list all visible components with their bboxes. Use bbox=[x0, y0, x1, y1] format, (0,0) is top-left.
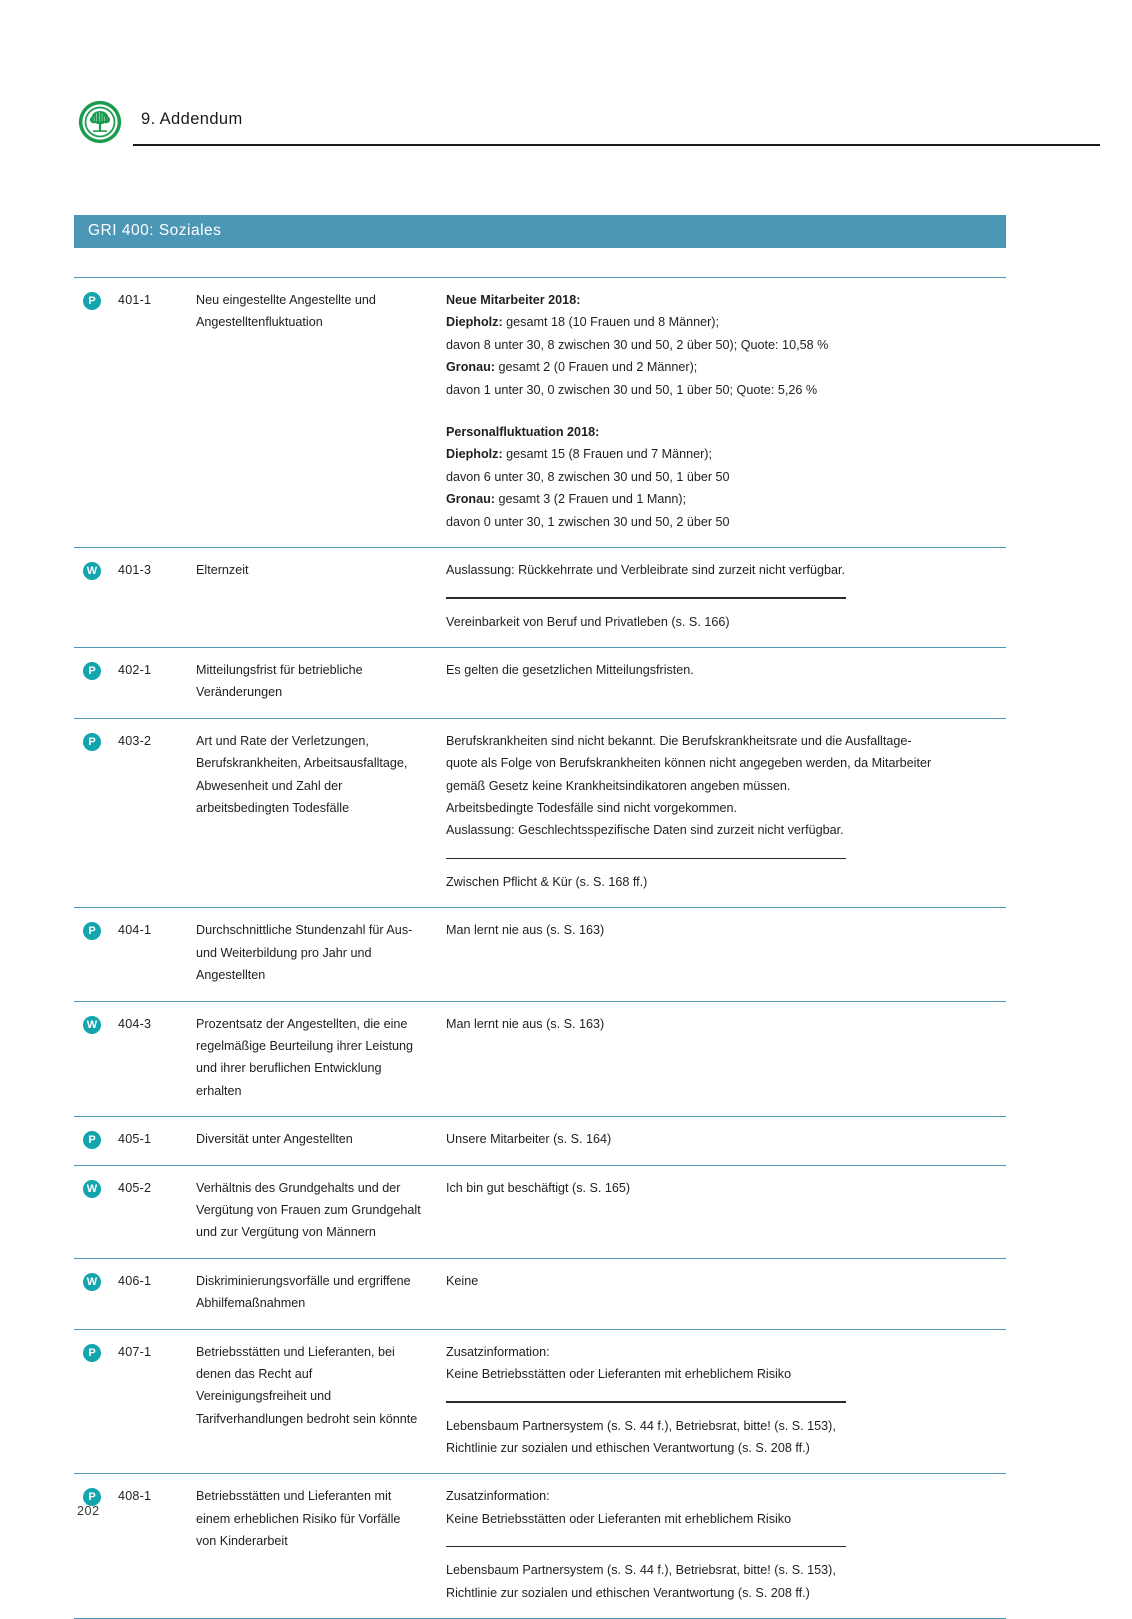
content-line-text: Man lernt nie aus (s. S. 163) bbox=[446, 923, 605, 938]
wahl-badge-icon: W bbox=[83, 1273, 101, 1291]
content-line-text: Arbeitsbedingte Todesfälle sind nicht vorgekommen. bbox=[446, 801, 737, 815]
disclosure-code-cell bbox=[118, 278, 196, 548]
chapter-title: 9. Addendum bbox=[141, 110, 243, 128]
content-line bbox=[446, 919, 1006, 941]
disclosure-code: 408-1 bbox=[118, 1489, 152, 1504]
content-line-text: Auslassung: Geschlechtsspezifische Daten sind zurzeit nicht verfügbar. bbox=[446, 823, 844, 838]
disclosure-type-cell bbox=[74, 278, 118, 548]
content-line bbox=[446, 1485, 1006, 1507]
content-line-text: Man lernt nie aus (s. S. 163) bbox=[446, 1016, 605, 1031]
disclosure-content-cell bbox=[446, 548, 1006, 648]
content-line-text: Richtlinie zur sozialen und ethischen Verantwortung (s. S. 208 ff.) bbox=[446, 1585, 810, 1600]
content-line-text: davon 1 unter 30, 0 zwischen 30 und 50, 1 über 50; Quote: 5,26 % bbox=[446, 382, 818, 397]
disclosure-code: 404-1 bbox=[118, 923, 152, 938]
content-line bbox=[446, 775, 1006, 797]
wahl-badge-icon: W bbox=[83, 1180, 101, 1198]
disclosure-title-cell: Art und Rate der Verletzungen, Berufskrankheiten, Arbeitsausfalltage, Abwesenheit und Zahl der arbeitsbedingten Todesfälle bbox=[196, 733, 408, 815]
disclosure-title-cell: Durchschnittliche Stundenzahl für Aus- und Weiterbildung pro Jahr und Angestellten bbox=[196, 923, 413, 983]
content-line bbox=[446, 752, 1006, 774]
disclosure-code: 402-1 bbox=[118, 662, 152, 677]
disclosure-type-cell bbox=[74, 647, 118, 718]
content-line bbox=[446, 466, 1006, 488]
content-line-text: Zusatzinformation: bbox=[446, 1344, 550, 1359]
disclosure-code: 405-1 bbox=[118, 1132, 152, 1147]
content-line bbox=[446, 1437, 1006, 1459]
content-line bbox=[446, 1270, 1006, 1292]
content-line-text: Keine bbox=[446, 1273, 479, 1288]
disclosure-title-cell: Prozentsatz der Angestellten, die eine regelmäßige Beurteilung ihrer Leistung und ihrer beruflichen Entwicklung erhalten bbox=[196, 1016, 414, 1098]
pflicht-badge-icon: P bbox=[83, 733, 101, 751]
content-line bbox=[446, 1128, 1006, 1150]
disclosure-code-cell bbox=[118, 1474, 196, 1619]
content-line-text: quote als Folge von Berufskrankheiten können nicht angegeben werden, da Mitarbeiter bbox=[446, 756, 932, 771]
content-line bbox=[446, 659, 1006, 681]
content-line-text: gesamt 18 (10 Frauen und 8 Männer); bbox=[502, 315, 719, 330]
content-line bbox=[446, 511, 1006, 533]
content-line bbox=[446, 1013, 1006, 1035]
table-row bbox=[74, 1165, 1006, 1258]
gri-disclosure-table bbox=[74, 277, 1006, 1619]
disclosure-code-cell bbox=[118, 647, 196, 718]
disclosure-type-cell bbox=[74, 1117, 118, 1165]
disclosure-code: 401-3 bbox=[118, 563, 152, 578]
disclosure-content-cell bbox=[446, 718, 1006, 908]
disclosure-code-cell bbox=[118, 1001, 196, 1117]
disclosure-type-cell bbox=[74, 1258, 118, 1329]
disclosure-type-cell bbox=[74, 908, 118, 1001]
content-line-text: Lebensbaum Partnersystem (s. S. 44 f.), Betriebsrat, bitte! (s. S. 153), bbox=[446, 1418, 836, 1433]
table-row bbox=[74, 1117, 1006, 1165]
lebensbaum-logo-icon bbox=[78, 100, 122, 144]
disclosure-title-cell: Betriebsstätten und Lieferanten, bei denen das Recht auf Vereinigungsfreiheit und Tarifverhandlungen bedroht sein könnte bbox=[196, 1344, 418, 1426]
content-line bbox=[446, 1363, 1006, 1385]
table-row bbox=[74, 647, 1006, 718]
content-line-emphasis: Neue Mitarbeiter 2018: bbox=[446, 293, 581, 307]
header-rule bbox=[133, 144, 1100, 146]
disclosure-title-cell: Betriebsstätten und Lieferanten mit einem erheblichen Risiko für Vorfälle von Kinderarbeit bbox=[196, 1489, 401, 1549]
disclosure-content-cell bbox=[446, 1001, 1006, 1117]
disclosure-code: 407-1 bbox=[118, 1344, 152, 1359]
disclosure-code-cell bbox=[118, 908, 196, 1001]
content-line bbox=[446, 611, 1006, 633]
content-line-text: Keine Betriebsstätten oder Lieferanten mit erheblichem Risiko bbox=[446, 1511, 792, 1526]
content-line bbox=[446, 1177, 1006, 1199]
table-row bbox=[74, 1329, 1006, 1474]
disclosure-title-cell: Neu eingestellte Angestellte und Angestelltenfluktuation bbox=[196, 293, 376, 330]
table-row bbox=[74, 718, 1006, 908]
content-line bbox=[446, 559, 1006, 581]
disclosure-type-cell bbox=[74, 1329, 118, 1474]
content-line-text: Ich bin gut beschäftigt (s. S. 165) bbox=[446, 1180, 631, 1195]
content-line-text: Zwischen Pflicht & Kür (s. S. 168 ff.) bbox=[446, 874, 648, 889]
content-line bbox=[446, 730, 1006, 752]
disclosure-code-cell bbox=[118, 1329, 196, 1474]
content-line-text: gesamt 2 (0 Frauen und 2 Männer); bbox=[494, 360, 698, 375]
content-line bbox=[446, 289, 1006, 311]
disclosure-type-cell bbox=[74, 718, 118, 908]
content-line-text: Zusatzinformation: bbox=[446, 1489, 550, 1504]
content-line bbox=[446, 1559, 1006, 1581]
content-line-text: davon 6 unter 30, 8 zwischen 30 und 50, 1 über 50 bbox=[446, 469, 730, 484]
disclosure-type-cell bbox=[74, 1474, 118, 1619]
content-line-text: gemäß Gesetz keine Krankheitsindikatoren angeben müssen. bbox=[446, 778, 791, 793]
disclosure-content-cell bbox=[446, 1329, 1006, 1474]
disclosure-title-cell: Mitteilungsfrist für betriebliche Veränderungen bbox=[196, 662, 363, 700]
disclosure-code-cell bbox=[118, 718, 196, 908]
disclosure-code: 403-2 bbox=[118, 733, 152, 748]
page-header bbox=[0, 48, 1132, 128]
pflicht-badge-icon: P bbox=[83, 662, 101, 680]
disclosure-code-cell bbox=[118, 1117, 196, 1165]
table-row bbox=[74, 548, 1006, 648]
disclosure-code-cell bbox=[118, 1258, 196, 1329]
content-divider bbox=[446, 597, 846, 598]
content-line bbox=[446, 356, 1006, 378]
content-line bbox=[446, 379, 1006, 401]
content-line-text: davon 0 unter 30, 1 zwischen 30 und 50, 2 über 50 bbox=[446, 514, 730, 529]
content-line-text: gesamt 3 (2 Frauen und 1 Mann); bbox=[494, 492, 687, 507]
content-line bbox=[446, 1415, 1006, 1437]
content-line-text: Richtlinie zur sozialen und ethischen Verantwortung (s. S. 208 ff.) bbox=[446, 1440, 810, 1455]
table-row bbox=[74, 1001, 1006, 1117]
disclosure-code: 406-1 bbox=[118, 1273, 152, 1288]
content-line bbox=[446, 1582, 1006, 1604]
disclosure-type-cell bbox=[74, 1001, 118, 1117]
disclosure-content-cell bbox=[446, 908, 1006, 1001]
disclosure-code: 401-1 bbox=[118, 293, 152, 307]
content-line-emphasis: Diepholz: bbox=[446, 447, 503, 462]
gri-table-body bbox=[74, 278, 1006, 1619]
content-line bbox=[446, 871, 1006, 893]
disclosure-content-cell bbox=[446, 1258, 1006, 1329]
content-line-emphasis: Gronau: bbox=[446, 360, 495, 375]
disclosure-type-cell bbox=[74, 548, 118, 648]
content-line bbox=[446, 1341, 1006, 1363]
disclosure-content-cell bbox=[446, 1117, 1006, 1165]
content-line-text: Es gelten die gesetzlichen Mitteilungsfristen. bbox=[446, 662, 694, 677]
content-line-text: Unsere Mitarbeiter (s. S. 164) bbox=[446, 1132, 612, 1147]
disclosure-code-cell bbox=[118, 548, 196, 648]
disclosure-title-cell: Elternzeit bbox=[196, 563, 249, 578]
content-line-text: Lebensbaum Partnersystem (s. S. 44 f.), Betriebsrat, bitte! (s. S. 153), bbox=[446, 1563, 836, 1578]
content-line-text: Berufskrankheiten sind nicht bekannt. Die Berufskrankheitsrate und die Ausfalltage- bbox=[446, 733, 912, 748]
disclosure-type-cell bbox=[74, 1165, 118, 1258]
content-line bbox=[446, 819, 1006, 841]
table-row bbox=[74, 1474, 1006, 1619]
content-line-text: davon 8 unter 30, 8 zwischen 30 und 50, 2 über 50); Quote: 10,58 % bbox=[446, 337, 829, 352]
disclosure-title-cell: Diversität unter Angestellten bbox=[196, 1132, 353, 1147]
content-line-text: Auslassung: Rückkehrrate und Verbleibrate sind zurzeit nicht verfügbar. bbox=[446, 563, 846, 578]
pflicht-badge-icon: P bbox=[83, 1344, 101, 1362]
pflicht-badge-icon: P bbox=[83, 292, 101, 310]
content-line bbox=[446, 421, 1006, 443]
table-row bbox=[74, 278, 1006, 548]
content-line bbox=[446, 1508, 1006, 1530]
disclosure-content-cell bbox=[446, 647, 1006, 718]
pflicht-badge-icon: P bbox=[83, 922, 101, 940]
table-row bbox=[74, 1258, 1006, 1329]
disclosure-content-cell bbox=[446, 1474, 1006, 1619]
disclosure-content-cell bbox=[446, 278, 1006, 548]
content-line bbox=[446, 334, 1006, 356]
wahl-badge-icon: W bbox=[83, 562, 101, 580]
content-line-emphasis: Gronau: bbox=[446, 492, 495, 507]
disclosure-code: 404-3 bbox=[118, 1016, 152, 1031]
content-line-text: gesamt 15 (8 Frauen und 7 Männer); bbox=[502, 447, 712, 462]
content-divider bbox=[446, 1546, 846, 1547]
content-divider bbox=[446, 858, 846, 859]
content-line-emphasis: Personalfluktuation 2018: bbox=[446, 425, 600, 440]
content-line bbox=[446, 311, 1006, 333]
content-line-text: Vereinbarkeit von Beruf und Privatleben (s. S. 166) bbox=[446, 614, 730, 629]
pflicht-badge-icon: P bbox=[83, 1488, 101, 1506]
disclosure-code: 405-2 bbox=[118, 1180, 152, 1195]
table-row bbox=[74, 908, 1006, 1001]
pflicht-badge-icon: P bbox=[83, 1131, 101, 1149]
disclosure-content-cell bbox=[446, 1165, 1006, 1258]
disclosure-title-cell: Verhältnis des Grundgehalts und der Vergütung von Frauen zum Grundgehalt und zur Vergütung von Männern bbox=[196, 1180, 421, 1240]
content-line-emphasis: Diepholz: bbox=[446, 315, 503, 330]
section-heading-label: GRI 400: Soziales bbox=[88, 222, 222, 239]
content-divider bbox=[446, 1401, 846, 1402]
content-line-text: Keine Betriebsstätten oder Lieferanten mit erheblichem Risiko bbox=[446, 1367, 792, 1381]
content-spacer bbox=[446, 401, 1006, 421]
disclosure-title-cell: Diskriminierungsvorfälle und ergriffene Abhilfemaßnahmen bbox=[196, 1273, 411, 1311]
wahl-badge-icon: W bbox=[83, 1016, 101, 1034]
content-line bbox=[446, 797, 1006, 819]
section-heading-bar bbox=[74, 215, 1006, 248]
page-number: 202 bbox=[77, 1504, 100, 1518]
content-line bbox=[446, 488, 1006, 510]
content-line bbox=[446, 443, 1006, 465]
disclosure-code-cell bbox=[118, 1165, 196, 1258]
